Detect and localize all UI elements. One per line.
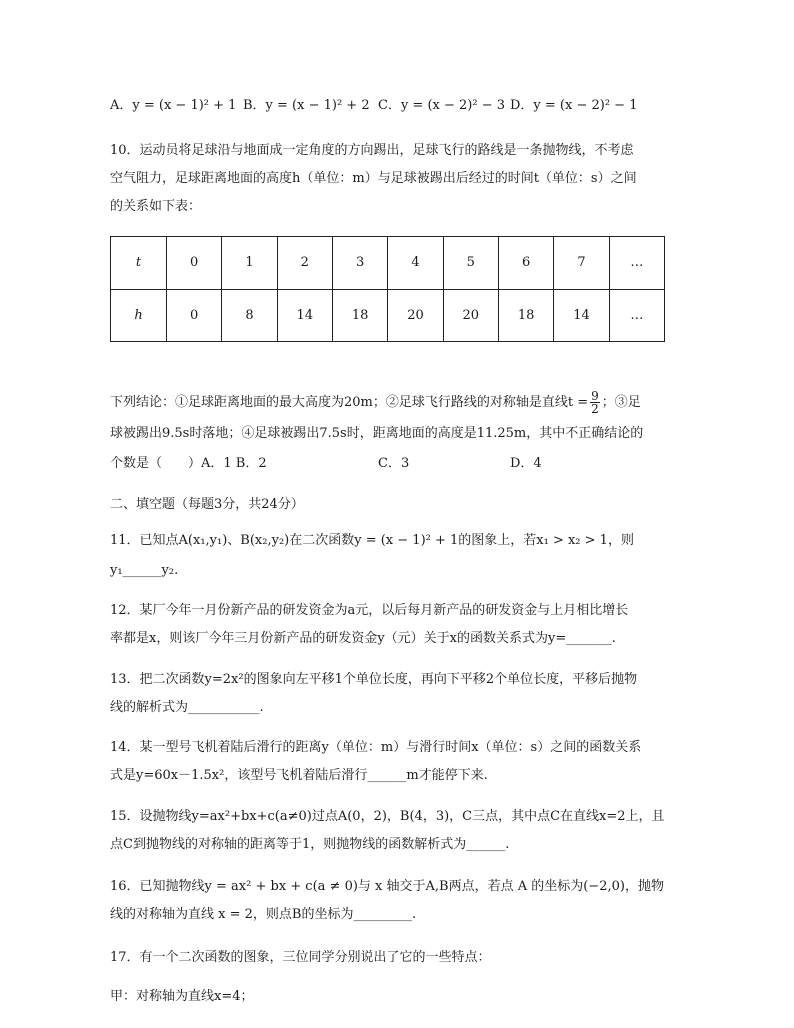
- q10-conclusion-line-1: [110, 390, 690, 415]
- q16-line-2: 线的对称轴为直线 x = 2，则点B的坐标为_________.: [110, 907, 417, 922]
- q10-option-c: C．3: [378, 456, 410, 471]
- section-heading: 二、填空题（每题3分，共24分）: [110, 497, 304, 512]
- table-row-label-h: h: [111, 289, 167, 342]
- table-cell: 4: [388, 237, 443, 290]
- table-cell: …: [609, 237, 664, 290]
- q13-line-1: 13．把二次函数y=2x²的图象向左平移1个单位长度，再向下平移2个单位长度，平移后抛物: [110, 672, 638, 687]
- q10-line-1: 10．运动员将足球沿与地面成一定角度的方向踢出，足球飞行的路线是一条抛物线，不考虑: [110, 143, 634, 158]
- table-cell: 14: [277, 289, 332, 342]
- table-row-t: [111, 237, 665, 290]
- table-cell: 18: [498, 289, 553, 342]
- q11-line-1: 11．已知点A(x₁,y₁)、B(x₂,y₂)在二次函数y = (x − 1)² + 1的图象上，若x₁ > x₂ > 1，则: [110, 533, 634, 548]
- table-cell: 3: [332, 237, 387, 290]
- q16-line-1: 16．已知抛物线y = ax² + bx + c(a ≠ 0)与 x 轴交于A,B两点，若点 A 的坐标为(−2,0)，抛物: [110, 879, 664, 894]
- table-cell: 7: [554, 237, 609, 290]
- q10-conclusion-line-3: [110, 455, 690, 473]
- q15-line-1: 15．设抛物线y=ax²+bx+c(a≠0)过点A(0，2)，B(4，3)，C三点，其中点C在直线x=2上，且: [110, 809, 665, 824]
- table-cell: 0: [167, 289, 222, 342]
- q9-option-a: A．y = (x − 1)² + 1: [110, 98, 237, 113]
- table-cell: 2: [277, 237, 332, 290]
- q12-line-2: 率都是x，则该厂今年三月份新产品的研发资金y（元）关于x的函数关系式为y=_______.: [110, 631, 616, 646]
- table-cell: 1: [222, 237, 277, 290]
- table-cell: 20: [388, 289, 443, 342]
- q10-conclusion-line-2: 球被踢出9.5s时落地；④足球被踢出7.5s时，距离地面的高度是11.25m，其中不正确结论的: [110, 426, 644, 441]
- q14-line-2: 式是y=60x－1.5x²，该型号飞机着陆后滑行______m才能停下来.: [110, 768, 488, 783]
- fraction-numerator: 9: [591, 389, 599, 403]
- q10-conclusion-text: 下列结论：①足球距离地面的最大高度为20m；②足球飞行路线的对称轴是直线t =: [110, 395, 589, 410]
- table-cell: 18: [332, 289, 387, 342]
- q14-line-1: 14．某一型号飞机着陆后滑行的距离y（单位：m）与滑行时间x（单位：s）之间的函数关系: [110, 740, 642, 755]
- table-cell: 14: [554, 289, 609, 342]
- q13-line-2: 线的解析式为___________.: [110, 700, 264, 715]
- table-cell: 8: [222, 289, 277, 342]
- table-row-label-t: t: [111, 237, 167, 290]
- q12-line-1: 12．某厂今年一月份新产品的研发资金为a元，以后每月新产品的研发资金与上月相比增长: [110, 603, 629, 618]
- table-row-h: [111, 289, 665, 342]
- q11-line-2: y₁______y₂.: [110, 563, 179, 578]
- table-cell: …: [609, 289, 664, 342]
- q17-line-2: 甲：对称轴为直线x=4；: [110, 989, 254, 1004]
- fraction-denominator: 2: [591, 402, 599, 416]
- q9-options: [110, 97, 690, 115]
- q9-option-d: D．y = (x − 2)² − 1: [510, 98, 638, 113]
- q9-option-c: C．y = (x − 2)² − 3: [378, 98, 505, 113]
- q10-option-d: D．4: [510, 456, 542, 471]
- q10-options-ab: 个数是（ ）A．1 B．2: [110, 456, 267, 471]
- fraction: [590, 390, 600, 415]
- q10-line-3: 的关系如下表：: [110, 199, 202, 214]
- q15-line-2: 点C到抛物线的对称轴的距离等于1，则抛物线的函数解析式为______.: [110, 837, 510, 852]
- table-cell: 5: [443, 237, 498, 290]
- q10-data-table: [110, 236, 665, 342]
- q10-line-2: 空气阻力，足球距离地面的高度h（单位：m）与足球被踢出后经过的时间t（单位：s）之间: [110, 171, 637, 186]
- table-cell: 6: [498, 237, 553, 290]
- q9-option-b: B．y = (x − 1)² + 2: [243, 98, 370, 113]
- q17-line-1: 17．有一个二次函数的图象，三位同学分别说出了它的一些特点：: [110, 950, 491, 965]
- q10-conclusion-text-end: ；③足: [601, 395, 641, 410]
- table-cell: 20: [443, 289, 498, 342]
- table-cell: 0: [167, 237, 222, 290]
